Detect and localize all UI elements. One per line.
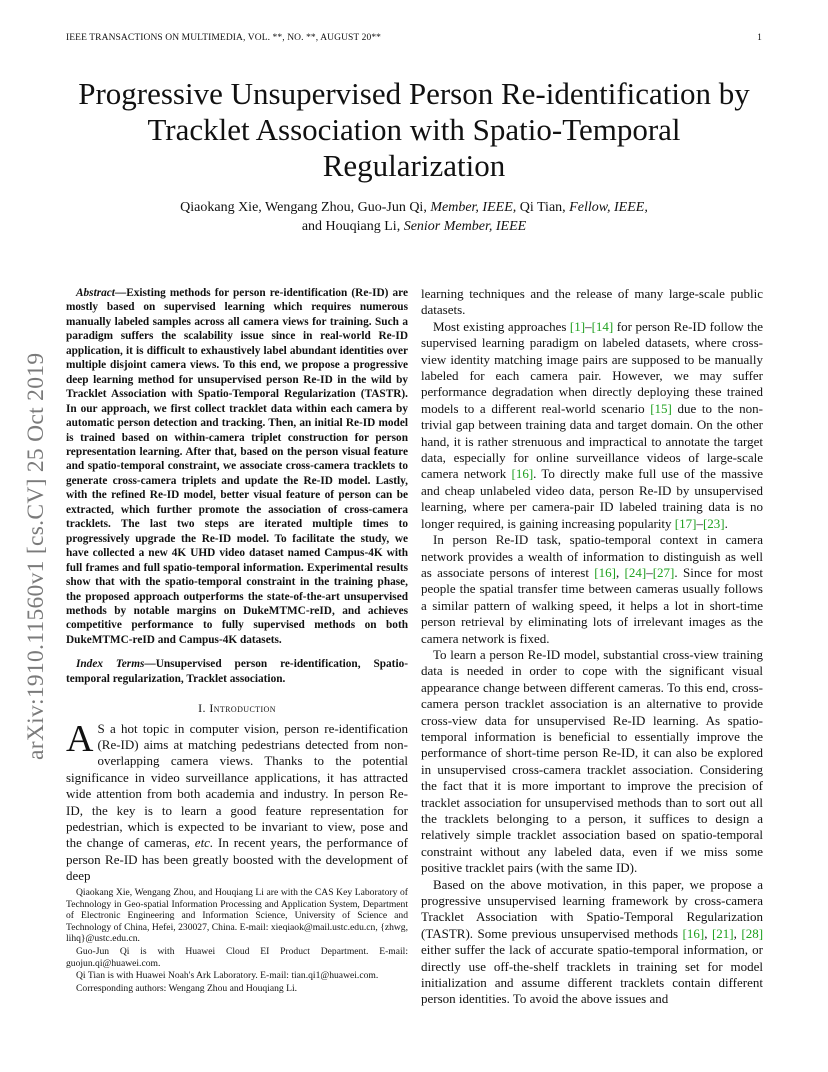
page-number: 1	[757, 33, 762, 43]
index-terms-label: Index Terms	[76, 658, 145, 671]
paragraph-text: etc.	[194, 835, 214, 851]
left-column	[66, 286, 408, 885]
paragraph-text: Based on the above motivation, in this paper, we propose a progressive unsupervised learning framework by cross-camera Tracklet Association with Spatio-Temporal Regularization (TASTR). Some previous unsupervised methods	[421, 876, 763, 941]
right-column	[421, 286, 763, 1008]
author-affiliation: Member, IEEE,	[430, 200, 517, 215]
paragraph-text: In person Re-ID task, spatio-temporal context in camera network provides a wealth of information to distinguish as well as associate persons of interest	[421, 532, 763, 580]
paragraph-text: . Since for most people the spatial transfer time between cameras usually follows a similar pattern of walking speed, it helps a lot in short-time person retrieval by eliminating lots of irrelevant images as the camera network is fixed.	[421, 564, 763, 646]
abstract	[66, 286, 408, 647]
drop-cap: A	[66, 717, 94, 760]
citation-link[interactable]: [14]	[591, 318, 614, 334]
intro-paragraph-5	[421, 877, 763, 1008]
intro-paragraph-2	[421, 319, 763, 532]
paragraph-text: ,	[704, 925, 712, 941]
paragraph-text: Most existing approaches	[433, 318, 570, 334]
citation-link[interactable]: [28]	[741, 925, 764, 941]
paragraph-text: S a hot topic in computer vision, person re-identification (Re-ID) aims at matching pedestrians detected from non-overlapping camera views. Thanks to the potential significance in video surveillance applications, it has attracted wide attention from both academia and industry. In person Re-ID, the key is to learn a good feature representation for pedestrian, which is expected to be invariant to view, pose and the change of cameras,	[66, 720, 408, 851]
citation-link[interactable]: [1]	[569, 318, 586, 334]
abstract-label: Abstract	[76, 287, 115, 299]
author-affiliation: Senior Member, IEEE	[403, 219, 527, 234]
paragraph-text: –	[646, 564, 653, 580]
citation-link[interactable]: [16]	[594, 564, 616, 580]
paragraph-text: ,	[733, 925, 742, 941]
paragraph-text: ,	[615, 564, 625, 580]
section-numeral: I.	[198, 701, 210, 716]
footnotes	[66, 887, 408, 995]
paper-title: Progressive Unsupervised Person Re-identification by Tracklet Association with Spatio-Temporal Regularization	[78, 76, 750, 183]
intro-paragraph-1	[66, 717, 408, 885]
citation-link[interactable]: [15]	[650, 400, 672, 416]
footnote-affiliation: Qi Tian is with Huawei Noah's Ark Laboratory. E-mail: tian.qi1@huawei.com.	[76, 970, 379, 982]
citation-link[interactable]: [23]	[702, 515, 725, 531]
intro-paragraph-3	[421, 532, 763, 647]
footnote-affiliation: Guo-Jun Qi is with Huawei Cloud EI Product Department. E-mail: guojun.qi@huawei.com.	[66, 945, 408, 969]
author-list	[80, 198, 748, 236]
paragraph-text: . To directly make full use of the massive and cheap unlabeled video data, person Re-ID by unsupervised learning, where per camera-pair ID labeled training data is no longer required, is gaining increasing popularity	[421, 466, 763, 531]
section-heading	[66, 700, 408, 716]
paragraph-text: In recent years, the performance of person Re-ID has been greatly boosted with the development of deep	[66, 835, 408, 884]
section-title: Introduction	[209, 701, 276, 716]
paragraph-text: either suffer the lack of accurate spatio-temporal information, or directly use off-the-shelf tracklets in training set for model initialization and assume different tracklets contain different person identities. To avoid the above issues and	[421, 942, 763, 1007]
paragraph-text: .	[724, 515, 728, 531]
paragraph-text: –	[585, 318, 592, 334]
footnote-corresponding: Corresponding authors: Wengang Zhou and Houqiang Li.	[76, 982, 298, 994]
journal-info: IEEE TRANSACTIONS ON MULTIMEDIA, VOL. **, NO. **, AUGUST 20**	[66, 33, 382, 43]
citation-link[interactable]: [27]	[652, 564, 675, 580]
paragraph-text: –	[696, 515, 703, 531]
citation-link[interactable]: [24]	[624, 564, 647, 580]
authors-part: Qi Tian,	[516, 200, 570, 215]
intro-paragraph-1-continued	[421, 286, 763, 319]
citation-link[interactable]: [17]	[674, 515, 697, 531]
authors-part: Qiaokang Xie, Wengang Zhou, Guo-Jun Qi,	[180, 200, 431, 215]
author-affiliation: Fellow, IEEE,	[569, 200, 648, 215]
running-head	[66, 33, 762, 43]
arxiv-stamp	[22, 290, 50, 760]
footnote-affiliation: Qiaokang Xie, Wengang Zhou, and Houqiang Li are with the CAS Key Laboratory of Technology in Geo-spatial Information Processing and Application System, Department of Electronic Engineering and Information Science, University of Science and Technology of China, Hefei, 230027, China. E-mail: xieqiaok@mail.ustc.edu.cn, {zhwg, lihq}@ustc.edu.cn.	[66, 887, 408, 945]
intro-paragraph-4: To learn a person Re-ID model, substantial cross-view training data is needed in order to cope with the significant visual appearance change between different cameras. To this end, cross-camera person tracklet association is an alternative to provide cross-view data for unsupervised Re-ID learning. As spatio-temporal information is beneficial to essentially improve the performance of short-time person Re-ID, it can also be explored in unsupervised cross-camera tracklet association. Considering the fact that it is more important to improve the precision of tracklet association for unsupervised methods than to sort out all the tracklets belonging to a person, it suffices to design a relatively simple tracklet association based on spatio-temporal constraint without any labeled data, even if we miss some positive tracklet pairs (with the same ID).	[421, 646, 763, 876]
authors-part: and Houqiang Li,	[301, 219, 404, 234]
arxiv-identifier: arXiv:1910.11560v1 [cs.CV] 25 Oct 2019	[23, 352, 49, 760]
index-terms	[66, 657, 408, 686]
paragraph-text: for person Re-ID follow the supervised learning paradigm on labeled datasets, where cross-view identity matching image pairs are supposed to be manually labeled for each camera pair. However, we may suffer performance degradation when directly deploying these trained models to a different real-world scenario	[421, 318, 763, 416]
citation-link[interactable]: [16]	[511, 466, 534, 482]
citation-link[interactable]: [21]	[711, 925, 734, 941]
citation-link[interactable]: [16]	[682, 925, 705, 941]
paragraph-text: learning techniques and the release of many large-scale public datasets.	[421, 286, 763, 318]
index-terms-text: —Unsupervised person re-identification, Spatio-temporal regularization, Tracklet association.	[66, 658, 408, 685]
paragraph-text: due to the non-trivial gap between training data and target domain. On the other hand, it is rather strenuous and impractical to annotate the target data, especially for online surveillance videos of large-scale camera network	[421, 400, 763, 482]
abstract-text: —Existing methods for person re-identification (Re-ID) are mostly based on supervised learning which requires numerous manually labeled samples across all camera views for training. Such a paradigm suffers the scalability issue since in real-world Re-ID application, it is difficult to exhaustively label abundant identities over multiple disjoint camera views. To this end, we propose a progressive deep learning method for unsupervised person Re-ID in the wild by Tracklet Association with Spatio-Temporal Regularization (TASTR). In our approach, we first collect tracklet data within each camera by automatic person detection and tracking. Then, an initial Re-ID model is trained based on within-camera triplet construction for person representation learning. After that, based on the person visual feature and spatio-temporal constraint, we associate cross-camera tracklets to generate cross-camera triplets and update the Re-ID model. Lastly, with the refined Re-ID model, better visual feature of person can be extracted, which further promote the association of cross-camera tracklets. The last two steps are iterated multiple times to progressively upgrade the Re-ID model. To facilitate the study, we have collected a new 4K UHD video dataset named Campus-4K with full frames and full spatio-temporal information. Experimental results show that with the spatio-temporal constraint in the training phase, the proposed approach outperforms the state-of-the-art unsupervised methods by notable margins on DukeMTMC-reID, and achieves competitive performance to fully supervised methods on both DukeMTMC-reID and Campus-4K datasets.	[66, 287, 408, 646]
